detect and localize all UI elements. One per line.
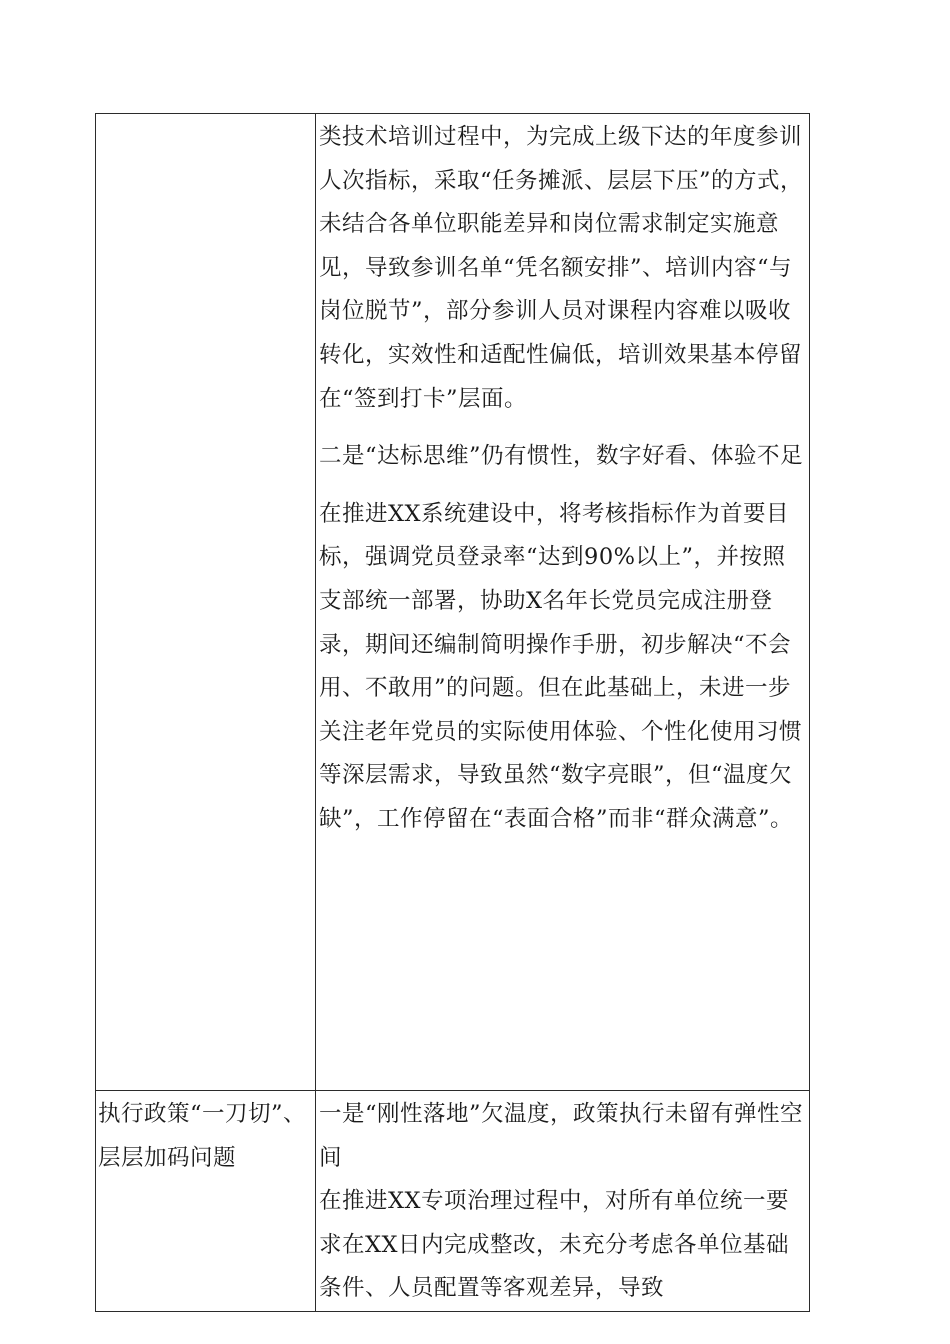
table-cell-right [316, 1091, 810, 1312]
paragraph-system-issue: 在推进XX系统建设中，将考核指标作为首要目标，强调党员登录率“达到90%以上”，并按照支部统一部署，协助X名年长党员完成注册登录，期间还编制简明操作手册，初步解决“不会用、不敢用”的问题。但在此基础上，未进一步关注老年党员的实际使用体验、个性化使用习惯等深层需求，导致虽然“数字亮眼”，但“温度欠缺”，工作停留在“表面合格”而非“群众满意”。 [319, 500, 803, 832]
paragraph-training-issue: 类技术培训过程中，为完成上级下达的年度参训人次指标，采取“任务摊派、层层下压”的方式，未结合各单位职能差异和岗位需求制定实施意见，导致参训名单“凭名额安排”、培训内容“与岗位脱节”，部分参训人员对课程内容难以吸收转化，实效性和适配性偏低，培训效果基本停留在“签到打卡”层面。 [319, 124, 804, 412]
left-cell-text [96, 114, 315, 116]
paragraph-policy-issue: 在推进XX专项治理过程中，对所有单位统一要求在XX日内完成整改，未充分考虑各单位基础条件、人员配置等客观差异，导致 [319, 1188, 790, 1302]
category-label: 执行政策“一刀切”、层层加码问题 [98, 1101, 307, 1171]
document-table [95, 113, 810, 1312]
table-row [96, 114, 810, 1091]
table-cell-left [96, 114, 316, 1091]
table-cell-left [96, 1091, 316, 1312]
table-row [96, 1091, 810, 1312]
table-cell-right [316, 114, 810, 1091]
paragraph-heading-1: 一是“刚性落地”欠温度，政策执行未留有弹性空间 [319, 1101, 804, 1171]
paragraph-heading-2: 二是“达标思维”仍有惯性，数字好看、体验不足 [319, 443, 804, 470]
